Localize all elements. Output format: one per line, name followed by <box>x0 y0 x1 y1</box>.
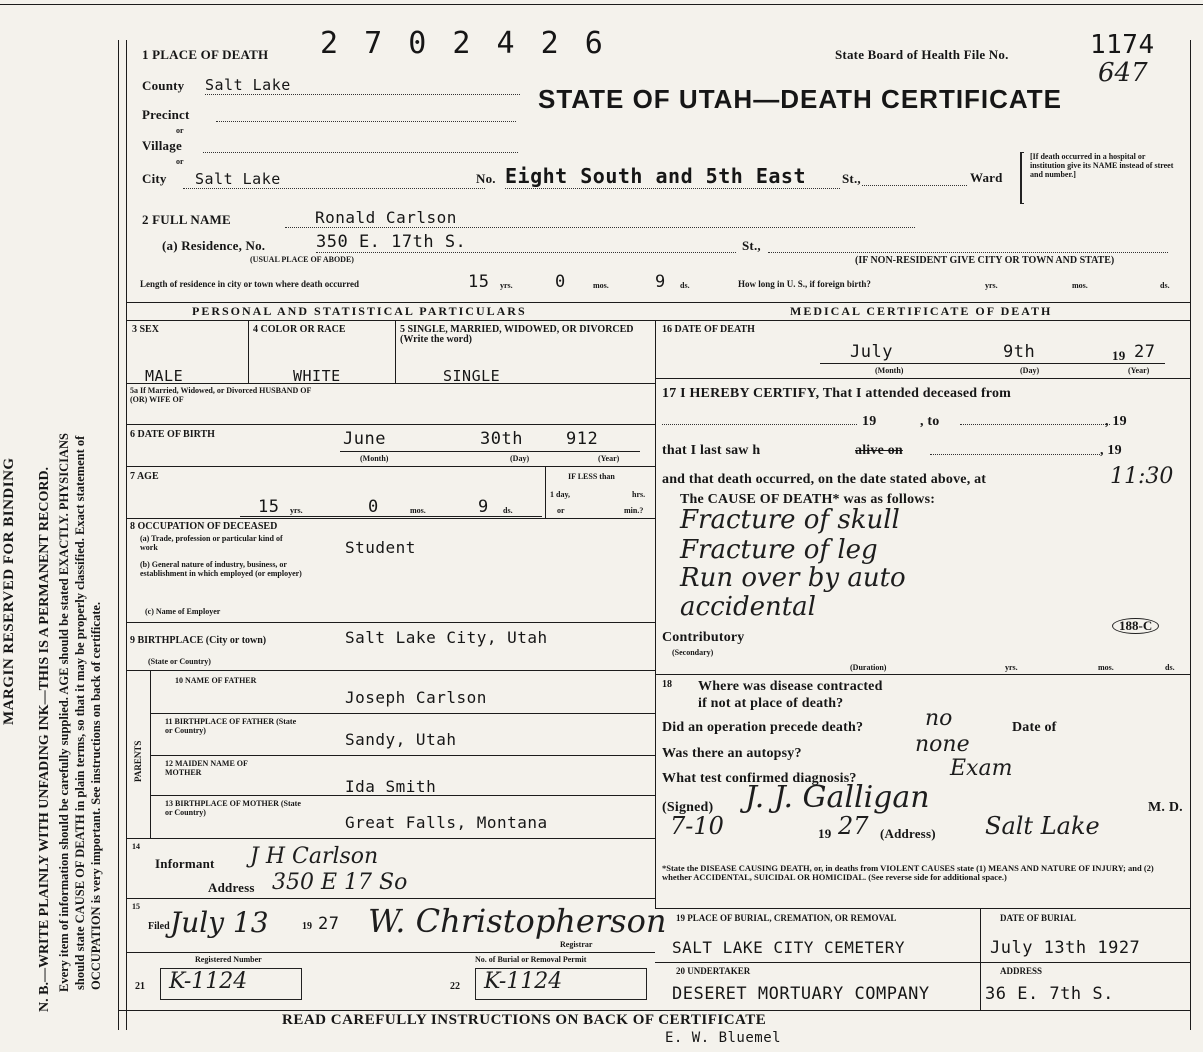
burial-number-box <box>475 968 647 1000</box>
or-label-1: or <box>176 126 184 135</box>
disease-contracted-label: Where was disease contracted <box>698 679 883 694</box>
street-st-label: St., <box>842 171 861 186</box>
full-name-value: Ronald Carlson <box>285 208 915 228</box>
dod-day-caption: (Day) <box>1020 366 1040 375</box>
certificate-title: STATE OF UTAH—DEATH CERTIFICATE <box>538 84 1062 114</box>
registrar-label: Registrar <box>560 940 593 949</box>
spouse-label: 5a If Married, Widowed, or Divorced HUSBAND OF (OR) WIFE OF <box>130 386 312 404</box>
undertaker-address-label: ADDRESS <box>1000 966 1043 976</box>
certify-from-line <box>662 423 857 425</box>
sex-label: 3 SEX <box>132 324 159 335</box>
row-rule-5 <box>126 383 655 384</box>
frame-left-rule-inner <box>126 40 127 1030</box>
certify-to-line <box>960 423 1110 425</box>
birthplace-value: Salt Lake City, Utah <box>345 628 548 647</box>
occupation-label: 8 OCCUPATION OF DECEASED <box>130 521 278 532</box>
burial-date-divider <box>980 908 981 1010</box>
dob-year-caption: (Year) <box>598 454 620 463</box>
footer-instructions: READ CAREFULLY INSTRUCTIONS ON BACK OF CERTIFICATE <box>282 1012 767 1028</box>
printer-name: E. W. Bluemel <box>665 1030 782 1046</box>
cause-of-death-label: The CAUSE OF DEATH* was as follows: <box>680 492 936 507</box>
parents-tab: PARENTS <box>133 740 143 782</box>
file-number-handwritten: 647 <box>1098 58 1148 88</box>
undertaker-label: 20 UNDERTAKER <box>676 966 751 976</box>
row-rule-10 <box>150 713 655 714</box>
age-label: 7 AGE <box>130 471 159 482</box>
us-ds-label: ds. <box>1160 281 1170 290</box>
parents-tab-divider <box>150 670 151 838</box>
mother-value: Ida Smith <box>345 777 437 796</box>
burial-number-prefix: 22 <box>450 981 460 992</box>
sign-address-label: (Address) <box>880 826 936 841</box>
filed-number: 15 <box>132 902 140 911</box>
certify-19b: , 19 <box>1105 414 1127 429</box>
father-value: Joseph Carlson <box>345 688 487 707</box>
dob-month-caption: (Month) <box>360 454 389 463</box>
less-than-label: IF LESS than <box>568 472 615 481</box>
column-divider <box>655 320 656 908</box>
sex-divider <box>248 320 249 383</box>
place-of-death-label: 1 PLACE OF DEATH <box>142 47 269 62</box>
burial-date-label: DATE OF BURIAL <box>1000 913 1077 923</box>
city-label: City <box>142 171 167 186</box>
mother-label: 12 MAIDEN NAME OF MOTHER <box>165 759 248 777</box>
registered-number: K-1124 <box>169 969 248 994</box>
last-saw-19: , 19 <box>1100 443 1122 458</box>
age-yrs-label: yrs. <box>290 506 303 515</box>
row-rule-18 <box>655 908 1190 909</box>
filed-year: 27 <box>318 914 340 934</box>
row-rule-14 <box>126 898 655 899</box>
operation-date-label: Date of <box>1012 720 1057 735</box>
st-line <box>862 184 967 186</box>
row-rule-12 <box>150 795 655 796</box>
filed-label: Filed <box>148 921 170 932</box>
residence-st-label: St., <box>742 238 761 253</box>
length-months: 0 <box>555 272 566 292</box>
foreign-birth-label: How long in U. S., if foreign birth? <box>738 279 871 289</box>
precinct-label: Precinct <box>142 107 190 122</box>
sign-19: 19 <box>818 826 832 841</box>
reg-number-prefix: 21 <box>135 981 145 992</box>
physician-signature: J. J. Galligan <box>745 780 930 815</box>
precinct-line <box>216 120 516 122</box>
street-value: Eight South and 5th East <box>505 164 840 189</box>
contributory-label: Contributory <box>662 630 745 645</box>
disease-contracted-sub: if not at place of death? <box>698 696 844 711</box>
dob-day: 30th <box>480 429 523 449</box>
row-rule-17 <box>655 674 1190 675</box>
undertaker-value: DESERET MORTUARY COMPANY <box>672 984 930 1004</box>
sign-year: 27 <box>838 812 869 840</box>
personal-heading: PERSONAL AND STATISTICAL PARTICULARS <box>192 304 527 318</box>
file-no-label: State Board of Health File No. <box>835 47 1009 62</box>
margin-instruction-3: OCCUPATION is very important. See instructions on back of certificate. <box>89 601 103 990</box>
city-value: Salt Lake <box>183 170 485 189</box>
cause-line-2: Fracture of leg <box>680 535 878 565</box>
contrib-mos: mos. <box>1098 663 1114 672</box>
residence-label: (a) Residence, No. <box>162 238 266 253</box>
alive-on-text: alive on <box>855 443 903 458</box>
margin-instruction-1: Every item of information should be carefully supplied. AGE should be stated EXACTLY. PHYSICIANS <box>57 433 71 992</box>
length-mos-label: mos. <box>593 281 609 290</box>
frame-left-rule <box>118 40 119 1030</box>
age-ds-label: ds. <box>503 506 513 515</box>
us-yrs-label: yrs. <box>985 281 998 290</box>
row-rule-6 <box>126 466 655 467</box>
birthplace-sub: (State or Country) <box>148 657 211 666</box>
certificate-number: 2 7 0 2 4 2 6 <box>320 26 607 61</box>
us-mos-label: mos. <box>1072 281 1088 290</box>
death-time: 11:30 <box>1110 464 1174 489</box>
informant-label: Informant <box>155 856 215 871</box>
file-number: 1174 <box>1090 30 1155 60</box>
medical-heading: MEDICAL CERTIFICATE OF DEATH <box>790 304 1053 318</box>
father-label: 10 NAME OF FATHER <box>175 676 257 685</box>
informant-address: 350 E 17 So <box>272 870 408 895</box>
frame-right-rule <box>1190 40 1191 1030</box>
test-label: What test confirmed diagnosis? <box>662 771 857 786</box>
registered-number-box <box>160 968 302 1000</box>
marital-label: 5 SINGLE, MARRIED, WIDOWED, OR DIVORCED (Write the word) <box>400 324 634 345</box>
top-edge-rule <box>0 4 1203 5</box>
ward-note: [If death occurred in a hospital or institution give its NAME instead of street and number.] <box>1030 152 1174 179</box>
dod-day: 9th <box>1003 342 1036 362</box>
village-label: Village <box>142 138 182 153</box>
contrib-ds: ds. <box>1165 663 1175 672</box>
secondary-caption: (Secondary) <box>672 648 714 657</box>
burial-permit-label: No. of Burial or Removal Permit <box>475 955 587 964</box>
length-years: 15 <box>468 272 490 292</box>
sign-date: 7-10 <box>670 812 724 840</box>
age-underline <box>240 516 542 517</box>
frame-bottom-rule <box>118 1010 1191 1011</box>
length-yrs-label: yrs. <box>500 281 513 290</box>
binding-margin-note: MARGIN RESERVED FOR BINDING <box>1 457 17 725</box>
filed-19: 19 <box>302 921 312 932</box>
marital-value: SINGLE <box>443 367 501 385</box>
ward-bracket <box>1020 152 1024 204</box>
dod-year: 27 <box>1134 342 1156 362</box>
filed-date: July 13 <box>170 906 269 939</box>
dod-year-caption: (Year) <box>1128 366 1150 375</box>
father-birthplace-label: 11 BIRTHPLACE OF FATHER (State or Country) <box>165 717 297 735</box>
dod-month: July <box>850 342 893 362</box>
full-name-label: 2 FULL NAME <box>142 212 231 227</box>
cause-line-4: accidental <box>680 592 816 622</box>
length-days: 9 <box>655 272 666 292</box>
less-or-label: or <box>557 506 565 515</box>
father-birthplace-value: Sandy, Utah <box>345 730 457 749</box>
operation-answer: no <box>925 706 953 731</box>
burial-number: K-1124 <box>484 969 563 994</box>
burial-place-value: SALT LAKE CITY CEMETERY <box>672 938 906 957</box>
row-rule-15 <box>126 952 655 953</box>
dod-underline <box>820 363 1165 364</box>
undertaker-address: 36 E. 7th S. <box>985 984 1114 1004</box>
village-line <box>203 151 518 153</box>
mother-birthplace-value: Great Falls, Montana <box>345 813 548 832</box>
age-mos-label: mos. <box>410 506 426 515</box>
test-answer: Exam <box>950 756 1013 781</box>
operation-label: Did an operation precede death? <box>662 720 864 735</box>
last-saw-text: that I last saw h <box>662 443 761 458</box>
row-rule-7 <box>126 518 655 519</box>
color-label: 4 COLOR OR RACE <box>253 324 346 335</box>
row-rule-8 <box>126 622 655 623</box>
margin-instruction-2: should state CAUSE OF DEATH in plain terms, so that it may be properly classified. Exact statement of <box>73 435 87 990</box>
contrib-yrs: yrs. <box>1005 663 1018 672</box>
occupation-b-label: (b) General nature of industry, business, or establishment in which employed (or employer) <box>140 560 302 578</box>
birthplace-label: 9 BIRTHPLACE (City or town) <box>130 635 267 646</box>
county-value: Salt Lake <box>205 76 520 95</box>
mother-birthplace-label: 13 BIRTHPLACE OF MOTHER (State or Country) <box>165 799 301 817</box>
color-divider <box>395 320 396 383</box>
section-top-rule <box>126 302 1190 303</box>
ink-warning: N. B.—WRITE PLAINLY WITH UNFADING INK—THIS IS A PERMANENT RECORD. <box>37 466 52 1012</box>
cause-line-1: Fracture of skull <box>680 505 900 535</box>
dob-day-caption: (Day) <box>510 454 530 463</box>
last-saw-line <box>930 453 1100 455</box>
age-divider <box>545 466 546 518</box>
county-label: County <box>142 78 185 93</box>
cause-line-3: Run over by auto <box>680 563 906 593</box>
length-residence-label: Length of residence in city or town where death occurred <box>140 279 360 289</box>
certify-to: , to <box>920 414 940 429</box>
dod-label: 16 DATE OF DEATH <box>662 324 755 335</box>
certify-19a: 19 <box>862 414 877 429</box>
registrar-signature: W. Christopherson <box>368 902 667 940</box>
death-occurred-text: and that death occurred, on the date stated above, at <box>662 472 987 487</box>
row-rule-9 <box>126 670 655 671</box>
sign-address: Salt Lake <box>985 812 1100 840</box>
dob-label: 6 DATE OF BIRTH <box>130 429 215 440</box>
registered-number-label: Registered Number <box>195 955 262 964</box>
street-no-label: No. <box>476 171 496 186</box>
row-rule-13 <box>126 838 655 839</box>
employer-label: (c) Name of Employer <box>145 607 221 616</box>
cause-code: 188-C <box>1112 618 1159 634</box>
row-rule-11 <box>150 755 655 756</box>
occupation-value: Student <box>345 538 416 557</box>
dod-19: 19 <box>1112 348 1126 363</box>
or-label-2: or <box>176 157 184 166</box>
autopsy-answer: none <box>915 732 970 757</box>
color-value: WHITE <box>293 367 341 385</box>
less-hrs-label: hrs. <box>632 490 646 499</box>
burial-place-label: 19 PLACE OF BURIAL, CREMATION, OR REMOVAL <box>676 913 897 923</box>
dod-month-caption: (Month) <box>875 366 904 375</box>
age-years: 15 <box>258 497 280 517</box>
residence-value: 350 E. 17th S. <box>316 232 736 253</box>
row-rule-5a <box>126 424 655 425</box>
residence-city-line <box>768 251 1168 253</box>
q18-number: 18 <box>662 679 672 690</box>
cause-instruction-note: *State the DISEASE CAUSING DEATH, or, in deaths from VIOLENT CAUSES state (1) MEANS AND NATURE OF INJURY; and (2) whether ACCIDENTAL, SUICIDAL OR HOMICIDAL. (See reverse side for additional space.) <box>662 863 1154 882</box>
duration-caption: (Duration) <box>850 663 887 672</box>
usual-abode-caption: (USUAL PLACE OF ABODE) <box>250 255 354 264</box>
occupation-a-label: (a) Trade, profession or particular kind of work <box>140 534 283 552</box>
ward-label: Ward <box>970 170 1003 185</box>
md-label: M. D. <box>1148 800 1183 815</box>
autopsy-label: Was there an autopsy? <box>662 746 802 761</box>
signed-label: (Signed) <box>662 800 714 815</box>
informant-number: 14 <box>132 842 140 851</box>
non-resident-caption: (IF NON-RESIDENT GIVE CITY OR TOWN AND STATE) <box>855 255 1115 266</box>
age-months: 0 <box>368 497 379 517</box>
sex-value: MALE <box>145 367 184 385</box>
age-days: 9 <box>478 497 489 517</box>
section-heading-rule <box>126 320 1190 321</box>
dob-underline <box>340 451 640 452</box>
burial-date-value: July 13th 1927 <box>990 938 1141 958</box>
certify-text: 17 I HEREBY CERTIFY, That I attended deceased from <box>662 386 1012 401</box>
dob-year: 912 <box>566 429 599 449</box>
row-rule-16 <box>655 378 1190 379</box>
dob-month: June <box>343 429 386 449</box>
informant-signature: J H Carlson <box>250 844 379 869</box>
length-ds-label: ds. <box>680 281 690 290</box>
informant-address-label: Address <box>208 880 255 895</box>
less-day-label: 1 day, <box>550 490 571 499</box>
row-rule-19 <box>655 962 1190 963</box>
less-min-label: min.? <box>624 506 644 515</box>
